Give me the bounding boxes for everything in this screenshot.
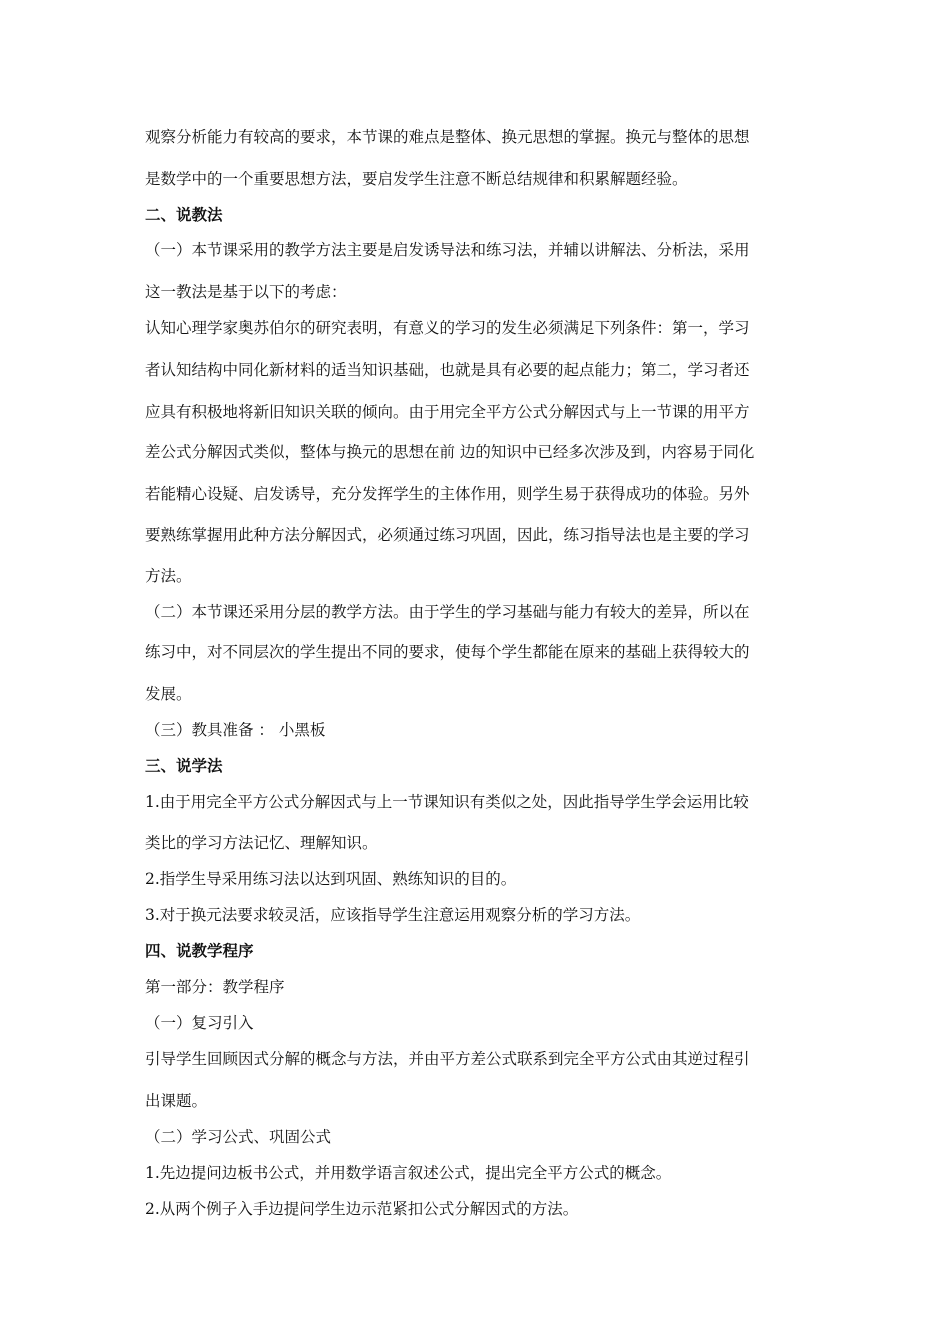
body-line: 应具有积极地将新旧知识关联的倾向。由于用完全平方公式分解因式与上一节课的用平方 [145,403,750,421]
body-line: （一）复习引入 [145,1014,254,1032]
body-line: （三）教具准备 ： 小黑板 [145,721,326,739]
body-line: 若能精心设疑、启发诱导，充分发挥学生的主体作用，则学生易于获得成功的体验。另外 [145,485,750,503]
body-line: 观察分析能力有较高的要求，本节课的难点是整体、换元思想的掌握。换元与整体的思想 [145,128,750,146]
body-line: （二）学习公式、巩固公式 [145,1128,332,1146]
list-item: 1.由于用完全平方公式分解因式与上一节课知识有类似之处，因此指导学生学会运用比较 [145,793,749,811]
section-heading: 四、说教学程序 [145,941,254,960]
body-line: 者认知结构中同化新材料的适当知识基础，也就是具有必要的起点能力；第二，学习者还 [145,361,750,379]
body-line: 引导学生回顾因式分解的概念与方法，并由平方差公式联系到完全平方公式由其逆过程引 [145,1050,750,1068]
body-line: （二）本节课还采用分层的教学方法。由于学生的学习基础与能力有较大的差异，所以在 [145,603,750,621]
body-line: 认知心理学家奥苏伯尔的研究表明，有意义的学习的发生必须满足下列条件：第一，学习 [145,319,750,337]
body-line: 发展。 [145,685,192,703]
section-heading: 三、说学法 [145,756,223,775]
section-heading: 二、说教法 [145,205,223,224]
body-line: 第一部分：教学程序 [145,978,285,996]
body-line: 类比的学习方法记忆、理解知识。 [145,834,378,852]
body-line: 要熟练掌握用此种方法分解因式，必须通过练习巩固，因此，练习指导法也是主要的学习 [145,526,750,544]
list-item: 3.对于换元法要求较灵活，应该指导学生注意运用观察分析的学习方法。 [145,906,641,924]
list-item: 1.先边提问边板书公式，并用数学语言叙述公式，提出完全平方公式的概念。 [145,1164,672,1182]
body-line: 练习中，对不同层次的学生提出不同的要求，使每个学生都能在原来的基础上获得较大的 [145,643,750,661]
body-line: （一）本节课采用的教学方法主要是启发诱导法和练习法，并辅以讲解法、分析法，采用 [145,241,750,259]
body-line: 这一教法是基于以下的考虑： [145,283,347,301]
list-item: 2.指学生导采用练习法以达到巩固、熟练知识的目的。 [145,870,517,888]
body-line: 差公式分解因式类似，整体与换元的思想在前 边的知识中已经多次涉及到，内容易于同化 [145,443,755,461]
body-line: 是数学中的一个重要思想方法，要启发学生注意不断总结规律和积累解题经验。 [145,170,688,188]
body-line: 方法。 [145,567,192,585]
list-item: 2.从两个例子入手边提问学生边示范紧扣公式分解因式的方法。 [145,1200,579,1218]
body-line: 出课题。 [145,1092,208,1110]
